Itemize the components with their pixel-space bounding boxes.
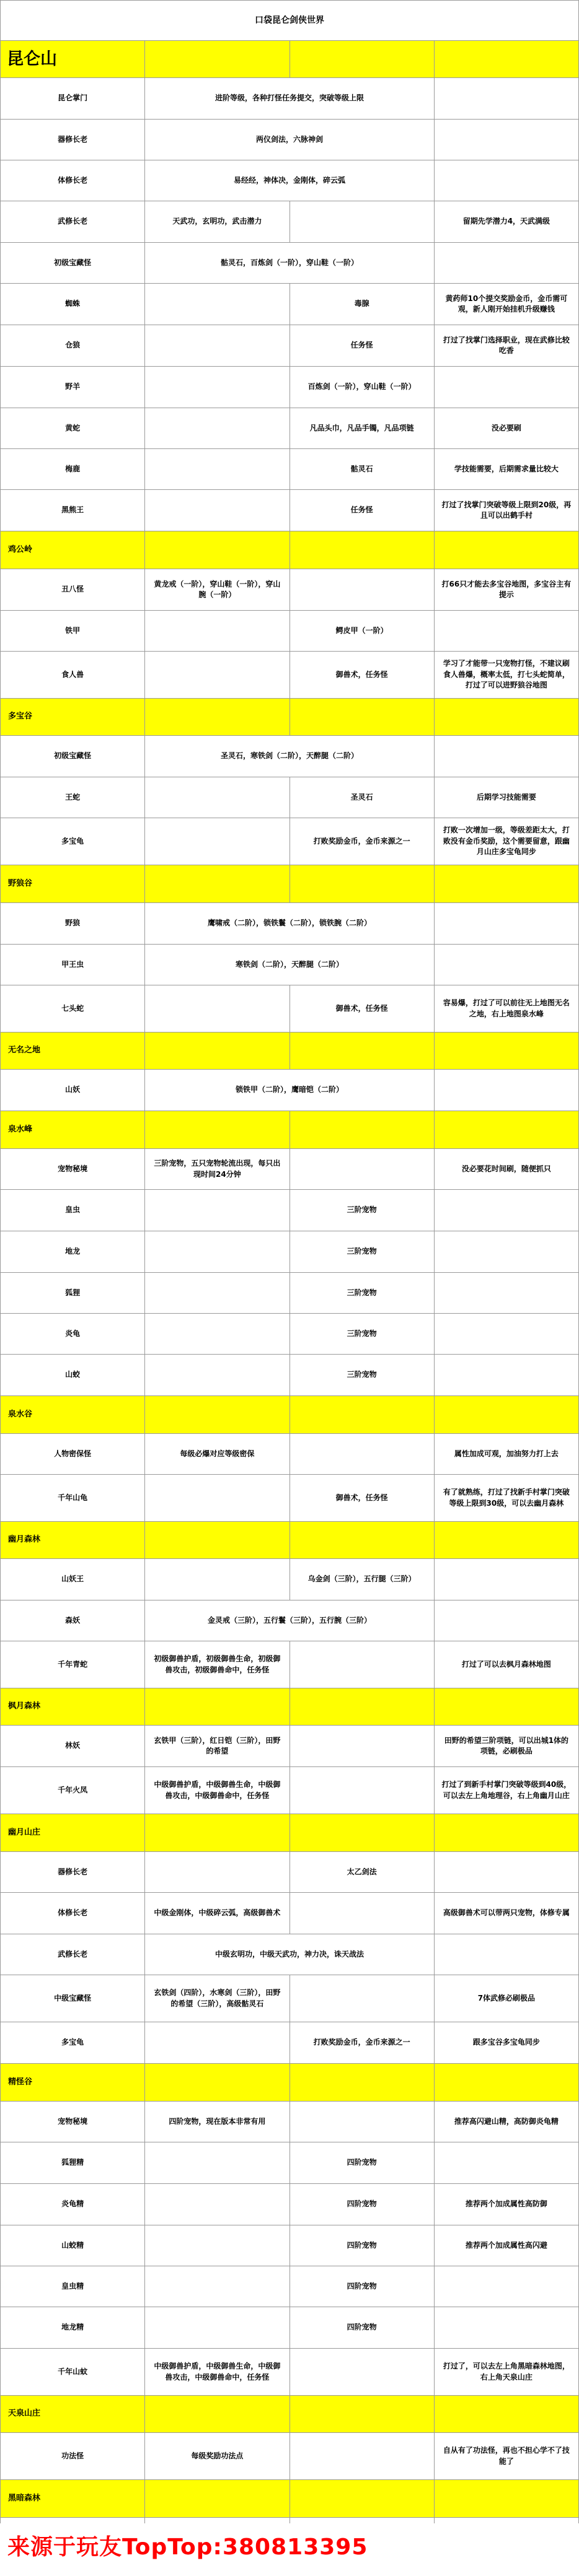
table-row bbox=[1, 611, 579, 652]
table-row bbox=[1, 1434, 579, 1475]
drop-cell bbox=[290, 1726, 434, 1767]
monster-name-cell: 人物密保怪 bbox=[1, 1434, 145, 1475]
note-cell: 学技能需要，后期需求量比较大 bbox=[434, 449, 578, 490]
table-row bbox=[1, 569, 579, 611]
table-row bbox=[1, 2349, 579, 2396]
title-row bbox=[1, 1, 579, 41]
watermark-text: 来源于玩友TopTop:380813395 bbox=[7, 2535, 368, 2560]
section-filler-cell bbox=[434, 1033, 578, 1070]
table-row bbox=[1, 1475, 579, 1522]
monster-name-cell: 七头蛇 bbox=[1, 985, 145, 1033]
drop-cell: 中级御兽护盾，中级御兽生命，中级御兽攻击，中级御兽命中，任务怪 bbox=[145, 2349, 290, 2396]
watermark-banner bbox=[0, 2523, 579, 2576]
table-row bbox=[1, 120, 579, 160]
section-title: 泉水峰 bbox=[1, 1111, 145, 1149]
monster-name-cell: 黑熊王 bbox=[1, 490, 145, 531]
drop-cell bbox=[145, 985, 290, 1033]
note-cell: 黄药师10个提交奖励金币，金币需可观，新人刚开始挂机升级赚钱 bbox=[434, 284, 578, 325]
section-filler-cell bbox=[145, 531, 290, 569]
table-row bbox=[1, 1975, 579, 2022]
note-cell bbox=[434, 1355, 578, 1396]
monster-name-cell: 林妖 bbox=[1, 1726, 145, 1767]
monster-name-cell: 山蛟 bbox=[1, 1355, 145, 1396]
table-row bbox=[1, 985, 579, 1033]
drop-cell: 太乙剑法 bbox=[290, 1852, 434, 1893]
sheet-title: 口袋昆仑剑侠世界 bbox=[1, 1, 579, 41]
table-row bbox=[1, 2142, 579, 2184]
drop-cell: 骷灵石，百炼剑（一阶），穿山鞋（一阶） bbox=[145, 243, 435, 284]
monster-name-cell: 多宝龟 bbox=[1, 2022, 145, 2064]
drop-cell bbox=[145, 284, 290, 325]
section-row bbox=[1, 531, 579, 569]
monster-name-cell: 食人兽 bbox=[1, 652, 145, 699]
section-title: 枫月森林 bbox=[1, 1688, 145, 1726]
drop-cell: 中级金刚体，中级碎云弧，高级御兽术 bbox=[145, 1893, 290, 1934]
monster-name-cell: 初级宝藏怪 bbox=[1, 243, 145, 284]
section-row bbox=[1, 2064, 579, 2102]
note-cell: 没必要刷 bbox=[434, 408, 578, 449]
section-filler-cell bbox=[290, 2064, 434, 2102]
drop-cell bbox=[290, 2433, 434, 2480]
section-filler-cell bbox=[145, 865, 290, 903]
drop-cell bbox=[145, 1559, 290, 1600]
monster-name-cell: 森妖 bbox=[1, 1600, 145, 1641]
monster-name-cell: 山蛟精 bbox=[1, 2225, 145, 2266]
section-filler-cell bbox=[290, 531, 434, 569]
drop-cell: 打败奖励金币，金币来源之一 bbox=[290, 2022, 434, 2064]
section-title: 昆仑山 bbox=[1, 41, 145, 78]
section-filler-cell bbox=[290, 1111, 434, 1149]
drop-cell: 四阶宠物 bbox=[290, 2307, 434, 2349]
monster-name-cell: 千年火凤 bbox=[1, 1767, 145, 1814]
note-cell bbox=[434, 160, 578, 201]
drop-cell: 三阶宠物 bbox=[290, 1355, 434, 1396]
section-row bbox=[1, 1033, 579, 1070]
drop-cell: 鹰啸戒（二阶），锁铁鬟（二阶），锁铁腕（二阶） bbox=[145, 903, 435, 945]
table-row bbox=[1, 2225, 579, 2266]
drop-cell: 任务怪 bbox=[290, 325, 434, 367]
drop-cell: 四阶宠物 bbox=[290, 2266, 434, 2307]
monster-name-cell: 初级宝藏怪 bbox=[1, 736, 145, 777]
section-filler-cell bbox=[145, 2480, 290, 2518]
note-cell bbox=[434, 1070, 578, 1111]
drop-cell: 四阶宠物 bbox=[290, 2142, 434, 2184]
table-row bbox=[1, 78, 579, 120]
drop-cell bbox=[290, 201, 434, 243]
note-cell bbox=[434, 1852, 578, 1893]
table-row bbox=[1, 2307, 579, 2349]
table-row bbox=[1, 160, 579, 201]
section-row bbox=[1, 1522, 579, 1559]
section-filler-cell bbox=[145, 2396, 290, 2433]
monster-name-cell: 宠物秘境 bbox=[1, 2102, 145, 2142]
drop-cell: 三阶宠物 bbox=[290, 1314, 434, 1355]
monster-name-cell: 狐狸 bbox=[1, 1273, 145, 1314]
drop-cell: 中级玄明功，中级天武功，神力决，诛天战法 bbox=[145, 1934, 435, 1975]
note-cell: 留期先学潜力4，天武满级 bbox=[434, 201, 578, 243]
drop-cell bbox=[290, 1893, 434, 1934]
note-cell bbox=[434, 1190, 578, 1231]
note-cell: 推荐两个加成属性高闪避 bbox=[434, 2225, 578, 2266]
section-filler-cell bbox=[290, 1396, 434, 1434]
monster-name-cell: 千年山蚊 bbox=[1, 2349, 145, 2396]
section-filler-cell bbox=[145, 41, 290, 78]
note-cell bbox=[434, 945, 578, 985]
drop-cell bbox=[145, 367, 290, 408]
drop-cell: 凡品头巾，凡品手镯，凡品项链 bbox=[290, 408, 434, 449]
note-cell: 容易爆，打过了可以前往无上地图无名之地，右上地图泉水峰 bbox=[434, 985, 578, 1033]
section-row bbox=[1, 2396, 579, 2433]
table-row bbox=[1, 2266, 579, 2307]
section-title: 无名之地 bbox=[1, 1033, 145, 1070]
section-title: 幽月森林 bbox=[1, 1522, 145, 1559]
table-row bbox=[1, 652, 579, 699]
table-row bbox=[1, 1726, 579, 1767]
drop-cell bbox=[145, 2225, 290, 2266]
section-filler-cell bbox=[145, 2064, 290, 2102]
note-cell: 没必要花时间刷，随便抓只 bbox=[434, 1149, 578, 1190]
monster-name-cell: 千年山龟 bbox=[1, 1475, 145, 1522]
drop-cell bbox=[290, 1767, 434, 1814]
note-cell bbox=[434, 2307, 578, 2349]
section-filler-cell bbox=[290, 699, 434, 736]
table-row bbox=[1, 1355, 579, 1396]
note-cell bbox=[434, 1600, 578, 1641]
drop-cell bbox=[145, 2266, 290, 2307]
drop-cell bbox=[145, 1314, 290, 1355]
section-filler-cell bbox=[290, 2480, 434, 2518]
note-cell: 后期学习技能需要 bbox=[434, 777, 578, 818]
monster-name-cell: 野羊 bbox=[1, 367, 145, 408]
drop-cell bbox=[145, 449, 290, 490]
drop-cell bbox=[290, 1975, 434, 2022]
section-row bbox=[1, 41, 579, 78]
section-filler-cell bbox=[290, 1033, 434, 1070]
note-cell bbox=[434, 611, 578, 652]
section-filler-cell bbox=[434, 699, 578, 736]
table-row bbox=[1, 449, 579, 490]
drop-cell: 天武功，玄明功，武击潜力 bbox=[145, 201, 290, 243]
monster-name-cell: 皇虫精 bbox=[1, 2266, 145, 2307]
note-cell: 跟多宝谷多宝龟同步 bbox=[434, 2022, 578, 2064]
section-title: 野狼谷 bbox=[1, 865, 145, 903]
table-row bbox=[1, 945, 579, 985]
note-cell bbox=[434, 1273, 578, 1314]
drop-cell: 四阶宠物 bbox=[290, 2225, 434, 2266]
section-filler-cell bbox=[145, 1033, 290, 1070]
section-filler-cell bbox=[290, 865, 434, 903]
note-cell: 高级御兽术可以带两只宠物，体修专属 bbox=[434, 1893, 578, 1934]
drop-cell: 四阶宠物，现在版本非常有用 bbox=[145, 2102, 290, 2142]
drop-cell: 百炼剑（一阶），穿山鞋（一阶） bbox=[290, 367, 434, 408]
note-cell: 田野的希望三阶项链，可以出城1体的项链，必刷极品 bbox=[434, 1726, 578, 1767]
table-row bbox=[1, 1893, 579, 1934]
drop-cell: 中级御兽护盾，中级御兽生命，中级御兽攻击，中级御兽命中，任务怪 bbox=[145, 1767, 290, 1814]
drop-cell: 四阶宠物 bbox=[290, 2184, 434, 2225]
monster-name-cell: 地龙精 bbox=[1, 2307, 145, 2349]
monster-name-cell: 千年青蛇 bbox=[1, 1641, 145, 1688]
drop-cell: 初级御兽护盾，初级御兽生命，初级御兽攻击，初级御兽命中，任务怪 bbox=[145, 1641, 290, 1688]
monster-name-cell: 炎龟 bbox=[1, 1314, 145, 1355]
table-row bbox=[1, 1767, 579, 1814]
table-row bbox=[1, 1314, 579, 1355]
section-filler-cell bbox=[434, 2396, 578, 2433]
drop-cell bbox=[145, 1355, 290, 1396]
drop-cell bbox=[145, 2184, 290, 2225]
drop-cell bbox=[145, 652, 290, 699]
section-filler-cell bbox=[434, 2480, 578, 2518]
note-cell bbox=[434, 736, 578, 777]
table-row bbox=[1, 903, 579, 945]
drop-cell: 圣灵石，寒铁剑（二阶），天醉腿（二阶） bbox=[145, 736, 435, 777]
monster-name-cell: 野狼 bbox=[1, 903, 145, 945]
monster-name-cell: 王蛇 bbox=[1, 777, 145, 818]
drop-cell: 乌金剑（三阶），五行腿（三阶） bbox=[290, 1559, 434, 1600]
section-filler-cell bbox=[434, 865, 578, 903]
section-row bbox=[1, 2480, 579, 2518]
table-row bbox=[1, 1070, 579, 1111]
note-cell: 打过了到新手村掌门突破等级到40级，可以去左上角地理谷，右上角幽月山庄 bbox=[434, 1767, 578, 1814]
drop-cell: 玄铁剑（四阶），水寒剑（三阶），田野的希望（三阶），高级骷灵石 bbox=[145, 1975, 290, 2022]
drop-cell: 玄铁甲（三阶），红日铠（三阶），田野的希望 bbox=[145, 1726, 290, 1767]
monster-name-cell: 体修长老 bbox=[1, 1893, 145, 1934]
monster-name-cell: 仓狼 bbox=[1, 325, 145, 367]
section-filler-cell bbox=[145, 1396, 290, 1434]
note-cell: 打66只才能去多宝谷地图，多宝谷主有提示 bbox=[434, 569, 578, 611]
section-title: 黑暗森林 bbox=[1, 2480, 145, 2518]
drop-cell bbox=[145, 1231, 290, 1273]
table-row bbox=[1, 1600, 579, 1641]
section-filler-cell bbox=[290, 2396, 434, 2433]
section-row bbox=[1, 699, 579, 736]
note-cell: 自从有了功法怪，再也不担心学不了技能了 bbox=[434, 2433, 578, 2480]
monster-name-cell: 器修长老 bbox=[1, 1852, 145, 1893]
table-row bbox=[1, 1149, 579, 1190]
drop-cell bbox=[145, 1273, 290, 1314]
drop-cell: 三阶宠物 bbox=[290, 1190, 434, 1231]
drop-cell: 三阶宠物 bbox=[290, 1273, 434, 1314]
section-filler-cell bbox=[145, 699, 290, 736]
section-filler-cell bbox=[145, 1814, 290, 1852]
drop-cell: 骷灵石 bbox=[290, 449, 434, 490]
section-title: 多宝谷 bbox=[1, 699, 145, 736]
table-row bbox=[1, 2184, 579, 2225]
monster-name-cell: 功法怪 bbox=[1, 2433, 145, 2480]
table-row bbox=[1, 408, 579, 449]
section-row bbox=[1, 865, 579, 903]
note-cell: 学习了才能带一只宠物打怪，不建议刷食人兽爆，概率太低，打七头蛇简单，打过了可以进野狼谷地图 bbox=[434, 652, 578, 699]
drop-cell bbox=[145, 1190, 290, 1231]
monster-name-cell: 武修长老 bbox=[1, 1934, 145, 1975]
section-filler-cell bbox=[290, 1814, 434, 1852]
table-row bbox=[1, 1852, 579, 1893]
section-filler-cell bbox=[434, 2064, 578, 2102]
table-row bbox=[1, 2433, 579, 2480]
table-row bbox=[1, 736, 579, 777]
section-filler-cell bbox=[145, 1688, 290, 1726]
drop-cell bbox=[145, 777, 290, 818]
note-cell: 7体武修必刷极品 bbox=[434, 1975, 578, 2022]
drop-cell: 鳄皮甲（一阶） bbox=[290, 611, 434, 652]
table-row bbox=[1, 490, 579, 531]
table-row bbox=[1, 1934, 579, 1975]
table-row bbox=[1, 1641, 579, 1688]
section-filler-cell bbox=[145, 1111, 290, 1149]
note-cell bbox=[434, 1559, 578, 1600]
table-row bbox=[1, 818, 579, 865]
section-title: 精怪谷 bbox=[1, 2064, 145, 2102]
drop-cell: 易经经，神体决，金刚体，碎云弧 bbox=[145, 160, 435, 201]
table-row bbox=[1, 777, 579, 818]
drop-cell bbox=[290, 569, 434, 611]
drop-cell: 锁铁甲（二阶），鹰暗铠（二阶） bbox=[145, 1070, 435, 1111]
drop-cell: 进阶等级，各种打怪任务提交，突破等级上限 bbox=[145, 78, 435, 120]
drop-cell: 三阶宠物 bbox=[290, 1231, 434, 1273]
note-cell bbox=[434, 1231, 578, 1273]
note-cell: 打败一次增加一级，等级差距太大，打败没有金币奖励，这个需要留意，跟幽月山庄多宝龟同步 bbox=[434, 818, 578, 865]
monster-name-cell: 甲王虫 bbox=[1, 945, 145, 985]
monster-name-cell: 地龙 bbox=[1, 1231, 145, 1273]
drop-cell: 寒铁剑（二阶），天醉腿（二阶） bbox=[145, 945, 435, 985]
note-cell: 有了就熟练，打过了找新手村掌门突破等级上限到30级，可以去幽月森林 bbox=[434, 1475, 578, 1522]
table-row bbox=[1, 1231, 579, 1273]
drop-cell: 御兽术，任务怪 bbox=[290, 985, 434, 1033]
section-title: 鸡公岭 bbox=[1, 531, 145, 569]
section-filler-cell bbox=[290, 1522, 434, 1559]
table-row bbox=[1, 284, 579, 325]
drop-cell bbox=[145, 818, 290, 865]
section-title: 泉水谷 bbox=[1, 1396, 145, 1434]
drop-cell bbox=[145, 2307, 290, 2349]
table-row bbox=[1, 1273, 579, 1314]
section-filler-cell bbox=[434, 1814, 578, 1852]
drop-cell: 每级必爆对应等级密保 bbox=[145, 1434, 290, 1475]
monster-name-cell: 武修长老 bbox=[1, 201, 145, 243]
drop-cell bbox=[145, 1475, 290, 1522]
monster-name-cell: 皇虫 bbox=[1, 1190, 145, 1231]
note-cell bbox=[434, 2142, 578, 2184]
drop-cell: 御兽术，任务怪 bbox=[290, 652, 434, 699]
table-body bbox=[1, 1, 579, 2562]
note-cell bbox=[434, 120, 578, 160]
note-cell bbox=[434, 78, 578, 120]
section-row bbox=[1, 1396, 579, 1434]
drop-cell bbox=[145, 2022, 290, 2064]
table-row bbox=[1, 1190, 579, 1231]
drop-cell: 圣灵石 bbox=[290, 777, 434, 818]
monster-name-cell: 丑八怪 bbox=[1, 569, 145, 611]
drop-cell bbox=[145, 2142, 290, 2184]
section-filler-cell bbox=[434, 41, 578, 78]
table-row bbox=[1, 2022, 579, 2064]
drop-cell bbox=[290, 1641, 434, 1688]
monster-name-cell: 宠物秘境 bbox=[1, 1149, 145, 1190]
monster-name-cell: 山妖 bbox=[1, 1070, 145, 1111]
section-row bbox=[1, 1814, 579, 1852]
drop-cell: 御兽术，任务怪 bbox=[290, 1475, 434, 1522]
monster-name-cell: 体修长老 bbox=[1, 160, 145, 201]
note-cell bbox=[434, 367, 578, 408]
drop-cell bbox=[290, 1149, 434, 1190]
table-row bbox=[1, 1559, 579, 1600]
section-title: 幽月山庄 bbox=[1, 1814, 145, 1852]
monster-name-cell: 蜘蛛 bbox=[1, 284, 145, 325]
drop-cell bbox=[145, 408, 290, 449]
monster-name-cell: 中级宝藏怪 bbox=[1, 1975, 145, 2022]
table-row bbox=[1, 201, 579, 243]
section-title: 天泉山庄 bbox=[1, 2396, 145, 2433]
drop-cell: 毒腺 bbox=[290, 284, 434, 325]
drop-cell bbox=[145, 325, 290, 367]
table-row bbox=[1, 243, 579, 284]
monster-name-cell: 铁甲 bbox=[1, 611, 145, 652]
section-filler-cell bbox=[145, 1522, 290, 1559]
monster-name-cell: 山妖王 bbox=[1, 1559, 145, 1600]
drop-cell bbox=[290, 2102, 434, 2142]
note-cell bbox=[434, 243, 578, 284]
drop-cell: 打败奖励金币，金币来源之一 bbox=[290, 818, 434, 865]
section-filler-cell bbox=[434, 531, 578, 569]
note-cell bbox=[434, 1314, 578, 1355]
table-row bbox=[1, 367, 579, 408]
monster-name-cell: 炎龟精 bbox=[1, 2184, 145, 2225]
note-cell: 推荐高闪避山精，高防御炎龟精 bbox=[434, 2102, 578, 2142]
table-row bbox=[1, 325, 579, 367]
note-cell: 打过了，可以去左上角黑暗森林地图，右上角天泉山庄 bbox=[434, 2349, 578, 2396]
note-cell bbox=[434, 2266, 578, 2307]
drop-cell bbox=[290, 1434, 434, 1475]
drop-cell: 金灵戒（三阶），五行鬟（三阶），五行腕（三阶） bbox=[145, 1600, 435, 1641]
note-cell: 打过了找掌门选择职业，现在武修比较吃香 bbox=[434, 325, 578, 367]
section-filler-cell bbox=[434, 1522, 578, 1559]
monster-name-cell: 昆仑掌门 bbox=[1, 78, 145, 120]
section-filler-cell bbox=[434, 1396, 578, 1434]
section-row bbox=[1, 1111, 579, 1149]
section-filler-cell bbox=[290, 41, 434, 78]
monster-name-cell: 多宝龟 bbox=[1, 818, 145, 865]
drop-cell: 黄龙戒（一阶），穿山鞋（一阶），穿山腕（一阶） bbox=[145, 569, 290, 611]
note-cell: 打过了可以去枫月森林地图 bbox=[434, 1641, 578, 1688]
section-filler-cell bbox=[434, 1688, 578, 1726]
drop-cell bbox=[145, 490, 290, 531]
note-cell: 推荐两个加成属性高防御 bbox=[434, 2184, 578, 2225]
drop-cell: 三阶宠物，五只宠物轮流出现，每只出现时间24分钟 bbox=[145, 1149, 290, 1190]
drop-cell bbox=[290, 2349, 434, 2396]
drop-cell: 任务怪 bbox=[290, 490, 434, 531]
note-cell: 属性加成可观，加油努力打上去 bbox=[434, 1434, 578, 1475]
monster-name-cell: 梅鹿 bbox=[1, 449, 145, 490]
drop-cell bbox=[145, 611, 290, 652]
section-row bbox=[1, 1688, 579, 1726]
monster-name-cell: 狐狸精 bbox=[1, 2142, 145, 2184]
note-cell bbox=[434, 903, 578, 945]
monster-name-cell: 黄蛇 bbox=[1, 408, 145, 449]
note-cell bbox=[434, 1934, 578, 1975]
drop-cell bbox=[145, 1852, 290, 1893]
monster-name-cell: 器修长老 bbox=[1, 120, 145, 160]
section-filler-cell bbox=[290, 1688, 434, 1726]
note-cell: 打过了找掌门突破等级上限到20级，再且可以出鹤手村 bbox=[434, 490, 578, 531]
section-filler-cell bbox=[434, 1111, 578, 1149]
table-row bbox=[1, 2102, 579, 2142]
drop-cell: 两仪剑法，六脉神剑 bbox=[145, 120, 435, 160]
drop-cell: 每级奖励功法点 bbox=[145, 2433, 290, 2480]
